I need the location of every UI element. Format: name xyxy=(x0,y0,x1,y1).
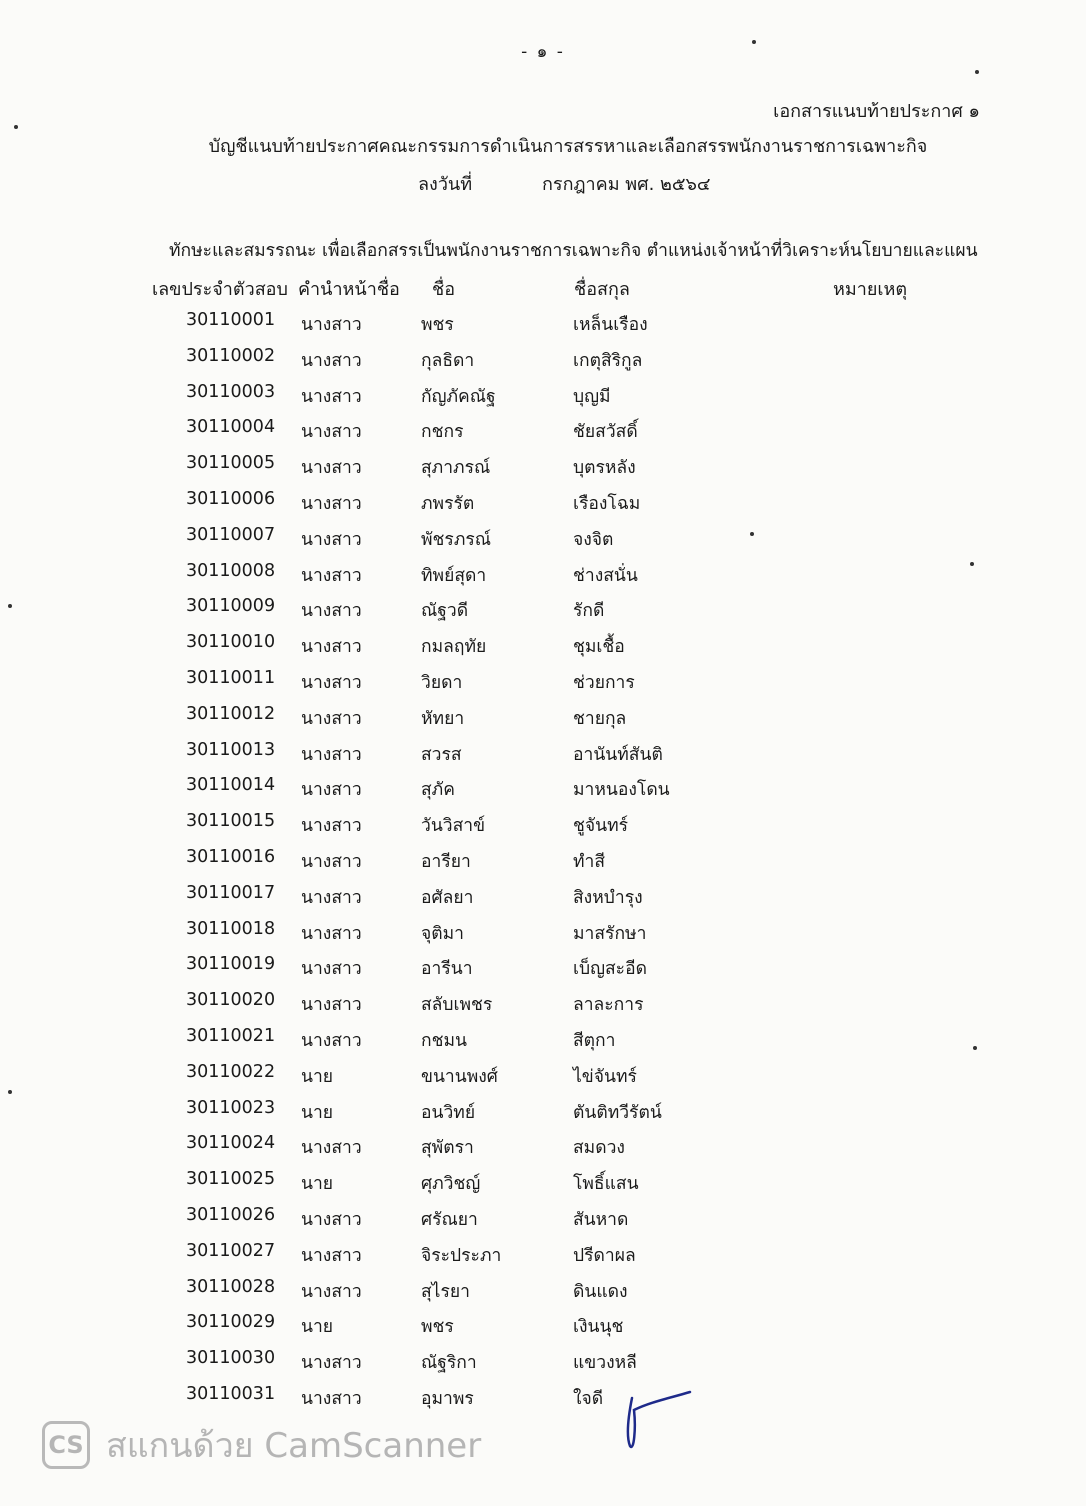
last-name-cell: เกตุสิริกูล xyxy=(573,350,643,371)
exam-id-cell: 30110015 xyxy=(186,811,276,832)
last-name-cell: ชุมเชื้อ xyxy=(573,637,625,658)
table-row xyxy=(0,378,1086,414)
exam-id-cell: 30110012 xyxy=(186,703,276,724)
table-row xyxy=(0,915,1086,951)
last-name-cell: แขวงหลี xyxy=(573,1353,637,1374)
prefix-cell: นางสาว xyxy=(301,923,362,944)
last-name-cell: เงินนุช xyxy=(573,1317,624,1338)
camscanner-text: สแกนด้วย CamScanner xyxy=(106,1426,482,1466)
date-value: กรกฎาคม พศ. ๒๕๖๔ xyxy=(542,174,711,195)
first-name-cell: อนวิทย์ xyxy=(421,1102,476,1123)
first-name-cell: กมลฤทัย xyxy=(421,637,487,658)
exam-id-cell: 30110016 xyxy=(186,846,276,867)
table-row xyxy=(0,986,1086,1022)
prefix-cell: นางสาว xyxy=(301,529,362,550)
first-name-cell: สุภัค xyxy=(421,780,455,801)
prefix-cell: นางสาว xyxy=(301,1281,362,1302)
last-name-cell: ใจดี xyxy=(573,1388,604,1409)
scan-speck xyxy=(975,70,979,74)
last-name-cell: สีตุกา xyxy=(573,1030,616,1051)
last-name-cell: มาสรักษา xyxy=(573,923,647,944)
prefix-cell: นางสาว xyxy=(301,601,362,622)
prefix-cell: นางสาว xyxy=(301,672,362,693)
first-name-cell: อารีนา xyxy=(421,959,473,980)
camscanner-logo-icon: CS xyxy=(42,1421,90,1469)
first-name-cell: วิยดา xyxy=(421,672,463,693)
candidate-table xyxy=(0,306,1086,1416)
prefix-cell: นาย xyxy=(301,1066,334,1087)
prefix-cell: นาย xyxy=(301,1102,334,1123)
prefix-cell: นางสาว xyxy=(301,995,362,1016)
last-name-cell: เหล็นเรือง xyxy=(573,315,648,335)
first-name-cell: ณัฐริกา xyxy=(421,1353,477,1374)
prefix-cell: นางสาว xyxy=(301,458,362,479)
date-prefix: ลงวันที่ xyxy=(418,174,473,195)
exam-id-cell: 30110010 xyxy=(186,632,276,653)
prefix-cell: นางสาว xyxy=(301,1388,362,1409)
first-name-cell: ขนานพงศ์ xyxy=(421,1066,498,1087)
first-name-cell: อุมาพร xyxy=(421,1388,474,1409)
first-name-cell: จุติมา xyxy=(421,923,464,944)
table-row xyxy=(0,1129,1086,1165)
last-name-cell: สันหาด xyxy=(573,1209,629,1230)
first-name-cell: วันวิสาข์ xyxy=(421,816,486,837)
table-row xyxy=(0,1201,1086,1237)
table-row xyxy=(0,521,1086,557)
last-name-cell: ปรีดาผล xyxy=(573,1245,636,1266)
scan-speck xyxy=(14,125,18,129)
table-row xyxy=(0,1273,1086,1309)
last-name-cell: รักดี xyxy=(573,601,605,622)
first-name-cell: อศัลยา xyxy=(421,887,474,908)
prefix-cell: นางสาว xyxy=(301,1245,362,1266)
table-row xyxy=(0,1022,1086,1058)
scan-speck xyxy=(750,532,754,536)
prefix-cell: นางสาว xyxy=(301,887,362,908)
prefix-cell: นาย xyxy=(301,1317,334,1338)
prefix-cell: นางสาว xyxy=(301,493,362,514)
prefix-cell: นางสาว xyxy=(301,1030,362,1051)
exam-id-cell: 30110030 xyxy=(186,1348,276,1369)
table-row xyxy=(0,1094,1086,1130)
table-row xyxy=(0,700,1086,736)
date-line xyxy=(418,169,711,198)
table-row xyxy=(0,1344,1086,1380)
prefix-cell: นาย xyxy=(301,1174,334,1195)
table-row xyxy=(0,485,1086,521)
exam-id-cell: 30110007 xyxy=(186,524,276,545)
camscanner-watermark xyxy=(42,1418,481,1472)
first-name-cell: พชร xyxy=(421,315,454,335)
exam-id-cell: 30110022 xyxy=(186,1061,276,1082)
last-name-cell: บุญมี xyxy=(573,386,611,407)
prefix-cell: นางสาว xyxy=(301,744,362,765)
first-name-cell: กุลธิดา xyxy=(421,350,475,371)
exam-id-cell: 30110014 xyxy=(186,775,276,796)
exam-id-cell: 30110005 xyxy=(186,453,276,474)
exam-id-cell: 30110024 xyxy=(186,1133,276,1154)
last-name-cell: เบ็ญสะอีด xyxy=(573,959,647,980)
exam-id-cell: 30110004 xyxy=(186,417,276,438)
table-row xyxy=(0,807,1086,843)
exam-id-cell: 30110027 xyxy=(186,1240,276,1261)
first-name-cell: ศรัณยา xyxy=(421,1209,478,1230)
attachment-label: เอกสารแนบท้ายประกาศ ๑ xyxy=(773,101,980,122)
scan-speck xyxy=(8,604,12,608)
table-row xyxy=(0,592,1086,628)
document-title: บัญชีแนบท้ายประกาศคณะกรรมการดำเนินการสรรหาและเลือกสรรพนักงานราชการเฉพาะกิจ xyxy=(208,136,928,157)
header-exam-id: เลขประจำตัวสอบ xyxy=(152,279,288,300)
prefix-cell: นางสาว xyxy=(301,386,362,407)
table-row xyxy=(0,950,1086,986)
prefix-cell: นางสาว xyxy=(301,422,362,443)
exam-id-cell: 30110019 xyxy=(186,954,276,975)
topic-line: ทักษะและสมรรถนะ เพื่อเลือกสรรเป็นพนักงานราชการเฉพาะกิจ ตำแหน่งเจ้าหน้าที่วิเคราะห์นโยบายและแผน xyxy=(169,241,978,261)
table-row xyxy=(0,306,1086,342)
table-row xyxy=(0,342,1086,378)
prefix-cell: นางสาว xyxy=(301,1209,362,1230)
first-name-cell: กชกร xyxy=(421,422,464,443)
last-name-cell: ชายกุล xyxy=(573,708,627,729)
exam-id-cell: 30110002 xyxy=(186,345,276,366)
exam-id-cell: 30110017 xyxy=(186,882,276,903)
table-row xyxy=(0,1237,1086,1273)
exam-id-cell: 30110026 xyxy=(186,1204,276,1225)
signature-mark xyxy=(620,1388,700,1458)
last-name-cell: โพธิ์แสน xyxy=(573,1174,639,1195)
first-name-cell: หัทยา xyxy=(421,708,465,729)
last-name-cell: ดินแดง xyxy=(573,1281,628,1302)
last-name-cell: สมดวง xyxy=(573,1138,625,1159)
prefix-cell: นางสาว xyxy=(301,851,362,872)
table-row xyxy=(0,413,1086,449)
prefix-cell: นางสาว xyxy=(301,1353,362,1374)
header-prefix: คำนำหน้าชื่อ xyxy=(298,279,400,300)
exam-id-cell: 30110003 xyxy=(186,381,276,402)
table-row xyxy=(0,1165,1086,1201)
table-row xyxy=(0,1058,1086,1094)
table-row xyxy=(0,1380,1086,1416)
first-name-cell: ภพรรัต xyxy=(421,493,475,514)
prefix-cell: นางสาว xyxy=(301,565,362,586)
first-name-cell: สลับเพชร xyxy=(421,995,493,1016)
first-name-cell: กัญภัคณัฐ xyxy=(421,386,496,407)
last-name-cell: เรืองโฉม xyxy=(573,493,641,514)
header-remark: หมายเหตุ xyxy=(833,279,908,300)
prefix-cell: นางสาว xyxy=(301,315,362,335)
scan-speck xyxy=(8,1090,12,1094)
table-row xyxy=(0,628,1086,664)
exam-id-cell: 30110001 xyxy=(186,310,276,330)
first-name-cell: ศุภวิชญ์ xyxy=(421,1174,481,1195)
header-first-name: ชื่อ xyxy=(432,279,456,300)
prefix-cell: นางสาว xyxy=(301,816,362,837)
last-name-cell: มาหนองโดน xyxy=(573,780,670,801)
last-name-cell: อานันท์สันติ xyxy=(573,744,663,765)
last-name-cell: จงจิต xyxy=(573,529,614,550)
first-name-cell: สุไรยา xyxy=(421,1281,470,1302)
exam-id-cell: 30110020 xyxy=(186,990,276,1011)
exam-id-cell: 30110028 xyxy=(186,1276,276,1297)
exam-id-cell: 30110011 xyxy=(186,667,276,688)
first-name-cell: พชร xyxy=(421,1317,454,1338)
exam-id-cell: 30110018 xyxy=(186,918,276,939)
first-name-cell: อารียา xyxy=(421,851,471,872)
prefix-cell: นางสาว xyxy=(301,637,362,658)
last-name-cell: บุตรหลัง xyxy=(573,458,636,479)
exam-id-cell: 30110009 xyxy=(186,596,276,617)
first-name-cell: ทิพย์สุดา xyxy=(421,565,487,586)
table-row xyxy=(0,879,1086,915)
first-name-cell: สุภาภรณ์ xyxy=(421,458,491,479)
first-name-cell: พัชรภรณ์ xyxy=(421,529,491,550)
exam-id-cell: 30110029 xyxy=(186,1312,276,1333)
exam-id-cell: 30110008 xyxy=(186,560,276,581)
scan-speck xyxy=(973,1046,977,1050)
table-row xyxy=(0,771,1086,807)
exam-id-cell: 30110031 xyxy=(186,1383,276,1404)
prefix-cell: นางสาว xyxy=(301,959,362,980)
last-name-cell: ชูจันทร์ xyxy=(573,816,629,837)
last-name-cell: สิงหบำรุง xyxy=(573,887,643,908)
table-row xyxy=(0,736,1086,772)
last-name-cell: ช่างสนั่น xyxy=(573,565,638,586)
exam-id-cell: 30110023 xyxy=(186,1097,276,1118)
exam-id-cell: 30110006 xyxy=(186,488,276,509)
table-row xyxy=(0,664,1086,700)
first-name-cell: กชมน xyxy=(421,1030,467,1051)
exam-id-cell: 30110021 xyxy=(186,1025,276,1046)
exam-id-cell: 30110025 xyxy=(186,1169,276,1190)
prefix-cell: นางสาว xyxy=(301,1138,362,1159)
first-name-cell: ณัฐวดี xyxy=(421,601,469,622)
table-row xyxy=(0,843,1086,879)
first-name-cell: สุพัตรา xyxy=(421,1138,474,1159)
prefix-cell: นางสาว xyxy=(301,780,362,801)
last-name-cell: ตันติทวีรัตน์ xyxy=(573,1102,662,1123)
prefix-cell: นางสาว xyxy=(301,350,362,371)
last-name-cell: ชัยสวัสดิ์ xyxy=(573,422,638,443)
header-last-name: ชื่อสกุล xyxy=(574,279,630,300)
page-number: - ๑ - xyxy=(521,42,565,62)
scan-speck xyxy=(970,562,974,566)
first-name-cell: จิระประภา xyxy=(421,1245,502,1266)
scan-speck xyxy=(752,40,756,44)
exam-id-cell: 30110013 xyxy=(186,739,276,760)
last-name-cell: ทำสี xyxy=(573,851,606,872)
last-name-cell: ไข่จันทร์ xyxy=(573,1066,637,1087)
table-row xyxy=(0,449,1086,485)
prefix-cell: นางสาว xyxy=(301,708,362,729)
last-name-cell: ช่วยการ xyxy=(573,672,635,693)
table-row xyxy=(0,557,1086,593)
first-name-cell: สวรส xyxy=(421,744,462,765)
table-row xyxy=(0,1308,1086,1344)
last-name-cell: ลาละการ xyxy=(573,995,644,1016)
